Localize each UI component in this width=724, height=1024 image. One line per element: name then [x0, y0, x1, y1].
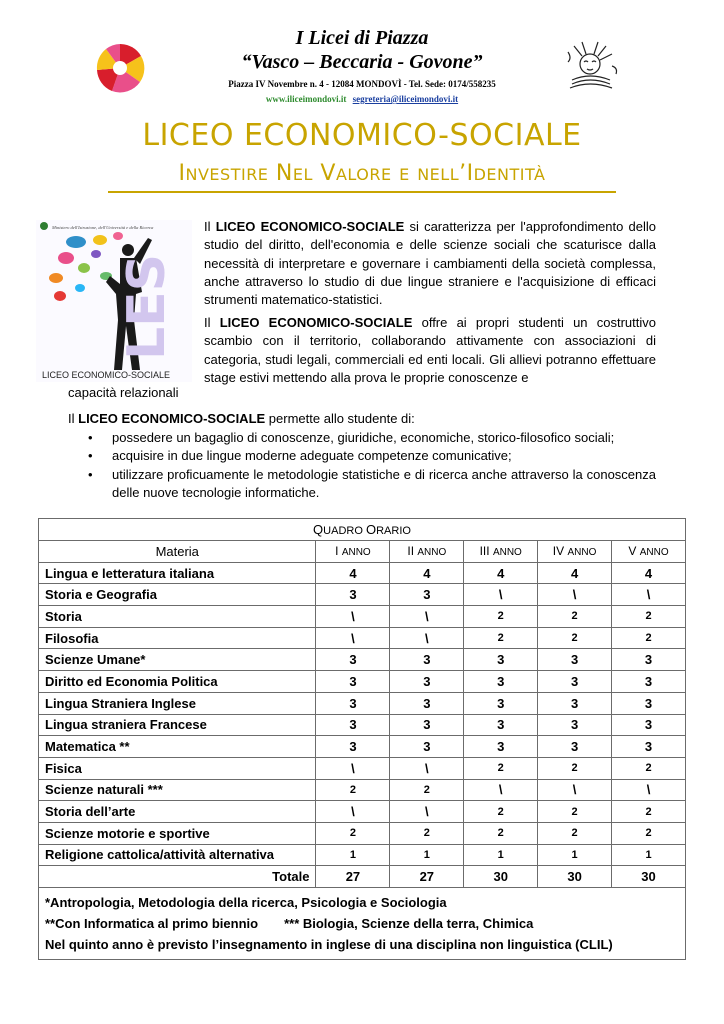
intro-paragraph-3: Il LICEO ECONOMICO-SOCIALE permette allo studente di: [68, 411, 415, 426]
subject-cell: Lingua Straniera Inglese [39, 692, 316, 714]
hours-cell: 1 [612, 844, 686, 866]
hours-cell: 3 [464, 736, 538, 758]
hours-cell: 3 [316, 671, 390, 693]
hours-cell: 2 [612, 801, 686, 823]
hours-cell: 4 [538, 562, 612, 584]
hours-cell: 2 [538, 822, 612, 844]
email-link[interactable]: segreteria@iliceimondovi.it [352, 94, 459, 104]
hours-cell: 3 [316, 714, 390, 736]
hours-cell: \ [538, 584, 612, 606]
hours-cell: 2 [316, 779, 390, 801]
total-cell: 30 [464, 866, 538, 888]
hours-cell: 3 [538, 692, 612, 714]
subject-cell: Fisica [39, 757, 316, 779]
hours-cell: 3 [390, 584, 464, 606]
les-logo-image [36, 220, 192, 382]
intro-paragraph-1: Il LICEO ECONOMICO-SOCIALE si caratterizza per l'approfondimento dello studio del diritto, dell'economia e delle scienze sociali che scaturisce dalla necessità di interpretare e governare i cambiamenti della società complessa, anche attraverso lo studio di due lingue straniere e l'acquisizione di efficaci strumenti matematico-statistici. [204, 219, 656, 308]
header-line-1: I Licei di Piazza [295, 27, 429, 49]
hours-cell: 1 [390, 844, 464, 866]
school-logo-icon [92, 40, 148, 96]
hours-cell: 3 [316, 649, 390, 671]
hours-cell: 3 [390, 714, 464, 736]
list-item: • utilizzare proficuamente le metodologie statistiche e di ricerca anche attraverso la conoscenza delle nuove tecnologie informatiche. [88, 467, 656, 501]
hours-cell: 3 [538, 671, 612, 693]
header-contacts [170, 92, 554, 106]
subject-cell: Filosofia [39, 627, 316, 649]
hours-cell: 2 [390, 779, 464, 801]
subject-cell: Lingua straniera Francese [39, 714, 316, 736]
hours-cell: 2 [612, 757, 686, 779]
subject-cell: Storia e Geografia [39, 584, 316, 606]
table-row [39, 671, 686, 693]
hours-cell: 3 [612, 714, 686, 736]
list-item: • acquisire in due lingue moderne adeguate competenze comunicative; [88, 448, 512, 463]
list-item: • possedere un bagaglio di conoscenze, giuridiche, economiche, storico-filosofico sociali; [88, 430, 615, 445]
hours-cell: 2 [316, 822, 390, 844]
hours-cell: \ [538, 779, 612, 801]
hours-cell: 4 [612, 562, 686, 584]
total-label: Totale [39, 866, 316, 888]
subject-cell: Matematica ** [39, 736, 316, 758]
hours-cell: 3 [390, 736, 464, 758]
hours-cell: 2 [464, 627, 538, 649]
header-line-2: “Vasco – Beccaria - Govone” [241, 51, 483, 73]
table-row [39, 844, 686, 866]
les-letters: LES [117, 253, 177, 360]
hours-cell: 1 [464, 844, 538, 866]
hours-cell: 3 [612, 692, 686, 714]
subject-cell: Scienze Umane* [39, 649, 316, 671]
note-3: Nel quinto anno è previsto l’insegnamento in inglese di una disciplina non linguistica (CLIL) [45, 937, 613, 952]
subject-cell: Storia [39, 606, 316, 628]
table-row [39, 562, 686, 584]
hours-cell: 3 [316, 584, 390, 606]
note-1: *Antropologia, Metodologia della ricerca, Psicologia e Sociologia [45, 895, 447, 910]
column-header-year-4: IV ANNO [538, 541, 612, 563]
table-row [39, 649, 686, 671]
total-cell: 30 [612, 866, 686, 888]
hours-cell: 3 [464, 671, 538, 693]
total-cell: 30 [538, 866, 612, 888]
les-caption: LICEO ECONOMICO-SOCIALE [42, 370, 171, 380]
hours-cell: 2 [538, 627, 612, 649]
intro-paragraph-2: Il LICEO ECONOMICO-SOCIALE offre ai propri studenti un costruttivo scambio con il territorio, collaborando attivamente con associazioni di categoria, studi legali, commerciali ed enti locali. Gli allievi potranno effettuare stage estivi mettendo alla prova le proprie conoscenze e [204, 315, 656, 385]
hours-cell: 1 [316, 844, 390, 866]
hours-cell: \ [390, 627, 464, 649]
column-header-year-3: III ANNO [464, 541, 538, 563]
hours-cell: \ [390, 801, 464, 823]
subject-cell: Diritto ed Economia Politica [39, 671, 316, 693]
hours-cell: 3 [316, 736, 390, 758]
ministry-caption: Ministero dell'Istruzione, dell'Università e della Ricerca [52, 225, 154, 230]
hours-cell: 2 [612, 606, 686, 628]
intro-paragraph-2-end: capacità relazionali [68, 385, 179, 400]
hours-cell: \ [390, 757, 464, 779]
hours-cell: 3 [612, 649, 686, 671]
hours-cell: 2 [538, 801, 612, 823]
table-row [39, 757, 686, 779]
hours-cell: 4 [464, 562, 538, 584]
hours-cell: 3 [464, 649, 538, 671]
hours-cell: 3 [464, 714, 538, 736]
hours-cell: 2 [390, 822, 464, 844]
column-header-subject: Materia [39, 541, 316, 563]
subject-cell: Scienze naturali *** [39, 779, 316, 801]
hours-cell: 2 [612, 822, 686, 844]
table-row [39, 822, 686, 844]
hours-cell: 3 [464, 692, 538, 714]
page-title: LICEO ECONOMICO-SOCIALE [142, 118, 582, 153]
table-row [39, 627, 686, 649]
timetable [38, 518, 686, 960]
hours-cell: \ [464, 779, 538, 801]
hours-cell: 2 [464, 801, 538, 823]
hours-cell: \ [390, 606, 464, 628]
column-header-year-2: II ANNO [390, 541, 464, 563]
letterhead [0, 0, 724, 110]
table-row [39, 714, 686, 736]
table-row [39, 801, 686, 823]
website-link[interactable]: www.iliceimondovi.it [265, 94, 347, 104]
total-cell: 27 [390, 866, 464, 888]
subject-cell: Religione cattolica/attività alternativa [39, 844, 316, 866]
hours-cell: \ [316, 757, 390, 779]
hours-cell: \ [464, 584, 538, 606]
hours-cell: 3 [390, 671, 464, 693]
hours-cell: 3 [538, 649, 612, 671]
subject-cell: Scienze motorie e sportive [39, 822, 316, 844]
hours-cell: \ [612, 584, 686, 606]
hours-cell: 3 [538, 714, 612, 736]
table-row [39, 584, 686, 606]
totals-row [39, 866, 686, 888]
hours-cell: 2 [464, 606, 538, 628]
table-header-row [39, 541, 686, 563]
hours-cell: 3 [612, 671, 686, 693]
hours-cell: 3 [390, 692, 464, 714]
table-row [39, 779, 686, 801]
table-row [39, 736, 686, 758]
hours-cell: \ [316, 801, 390, 823]
table-row [39, 606, 686, 628]
hours-cell: 2 [612, 627, 686, 649]
column-header-year-5: V ANNO [612, 541, 686, 563]
subject-cell: Lingua e letteratura italiana [39, 562, 316, 584]
table-caption: QUADRO ORARIO [39, 519, 686, 541]
hours-cell: 2 [538, 606, 612, 628]
total-cell: 27 [316, 866, 390, 888]
column-header-year-1: I ANNO [316, 541, 390, 563]
hours-cell: 4 [390, 562, 464, 584]
hours-cell: 1 [538, 844, 612, 866]
hours-cell: 3 [612, 736, 686, 758]
note-2: **Con Informatica al primo biennio *** Biologia, Scienze della terra, Chimica [45, 916, 534, 931]
hours-cell: 3 [538, 736, 612, 758]
table-notes [39, 888, 686, 960]
table-row [39, 692, 686, 714]
hours-cell: 2 [538, 757, 612, 779]
hours-cell: \ [316, 627, 390, 649]
reading-figure-logo-icon [560, 40, 622, 96]
header-address: Piazza IV Novembre n. 4 - 12084 MONDOVÌ - Tel. Sede: 0174/558235 [228, 79, 496, 89]
hours-cell: 2 [464, 757, 538, 779]
hours-cell: 2 [464, 822, 538, 844]
hours-cell: 3 [316, 692, 390, 714]
hours-cell: 4 [316, 562, 390, 584]
subject-cell: Storia dell’arte [39, 801, 316, 823]
page-subtitle: INVESTIRE NEL VALORE E NELL’IDENTITÀ [108, 160, 616, 193]
hours-cell: 3 [390, 649, 464, 671]
hours-cell: \ [316, 606, 390, 628]
hours-cell: \ [612, 779, 686, 801]
